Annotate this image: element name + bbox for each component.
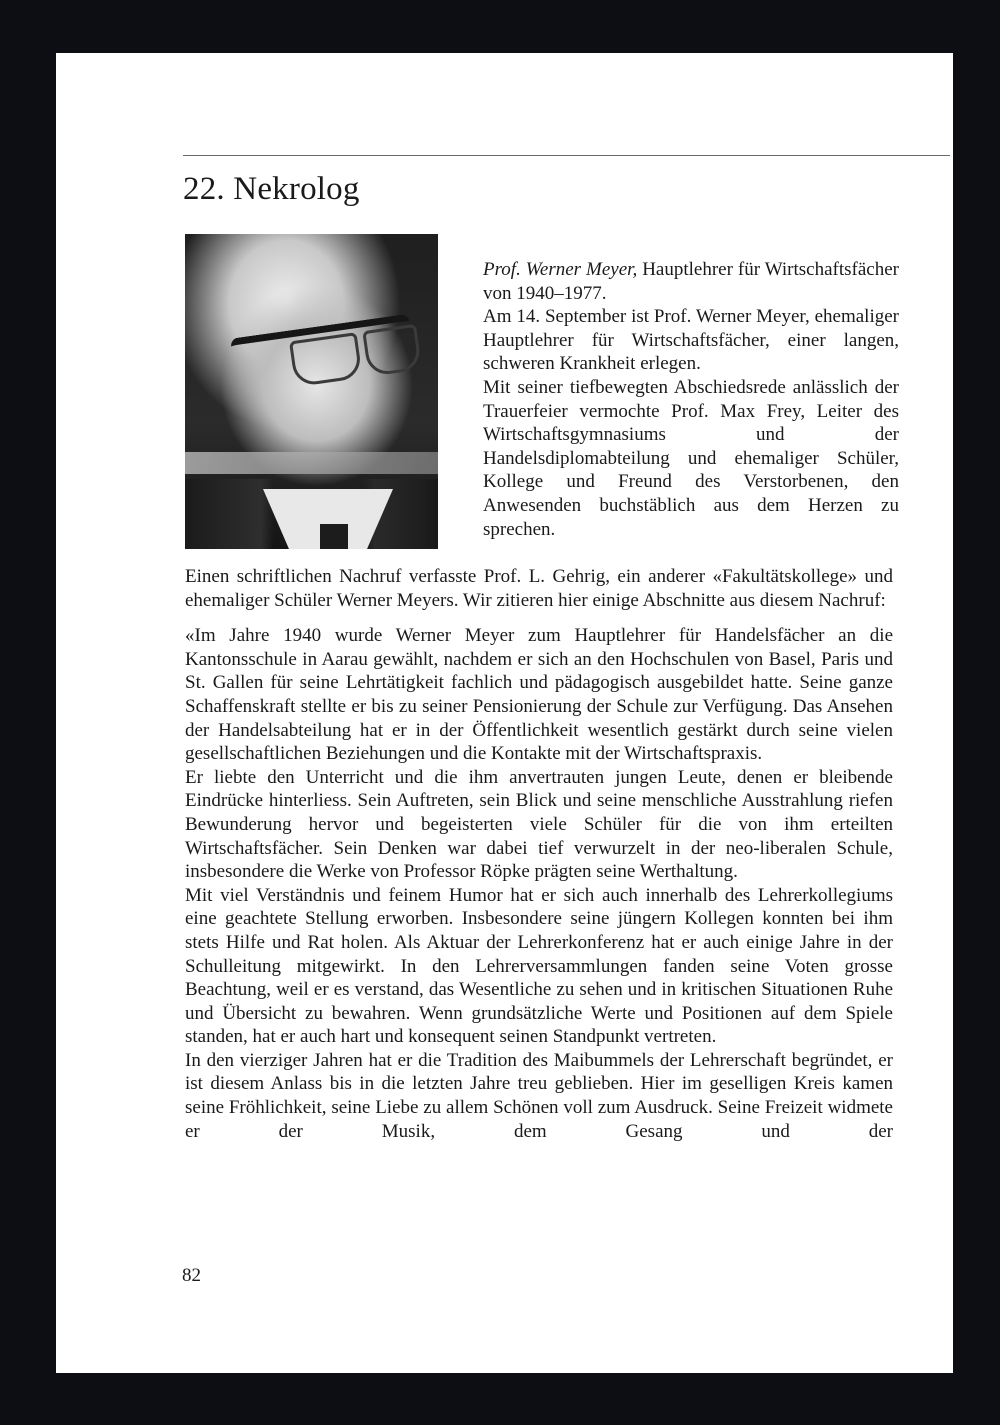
- portrait-photo: [185, 234, 438, 549]
- photo-tie: [320, 524, 348, 549]
- photo-background-band: [185, 452, 438, 474]
- death-notice: Am 14. September ist Prof. Werner Meyer, ehemaliger Hauptlehrer für Wirtschaftsfächer, einer langen, schweren Krankheit erlegen.: [483, 306, 899, 375]
- quote-paragraph: In den vierziger Jahren hat er die Tradition des Maibummels der Lehrerschaft begründet, er ist diesem Anlass bis in die letzten Jahre treu geblieben. Hier im geselligen Kreis kamen seine Fröhlichkeit, seine Liebe zu allem Schönen voll zum Ausdruck. Seine Freizeit widmete er der Musik, dem Gesang und der: [185, 1049, 893, 1142]
- document-page: [56, 53, 953, 1373]
- intro-heading: [483, 258, 899, 305]
- section-title: 22. Nekrolog: [183, 171, 360, 207]
- quote-paragraph: Mit viel Verständnis und feinem Humor hat er sich auch innerhalb des Lehrerkollegiums eine geachtete Stellung erworben. Insbesondere seine jüngern Kollegen konnten bei ihm stets Hilfe und Rat holen. Als Aktuar der Lehrerkonferenz hat er auch einige Jahre in der Schulleitung mitgewirkt. In den Lehrerversammlungen fanden seine Voten grosse Beachtung, weil er es verstand, das Wesentliche zu sehen und in kritischen Situationen Ruhe und Übersicht zu bewahren. Wenn grundsätzliche Werte und Positionen auf dem Spiele standen, hat er auch hart und konsequent seinen Standpunkt vertreten.: [185, 884, 893, 1048]
- quote-paragraph: «Im Jahre 1940 wurde Werner Meyer zum Hauptlehrer für Handelsfächer an die Kantonsschule in Aarau gewählt, nachdem er sich an den Hochschulen von Basel, Paris und St. Gallen für seine Lehrtätigkeit fachlich und pädagogisch ausgebildet hatte. Seine ganze Schaffenskraft stellte er bis zu seiner Pensionierung der Schule zur Verfügung. Das Ansehen der Handelsabteilung hat er in der Öffentlichkeit wesentlich gestärkt durch seine vielen gesellschaftlichen Beziehungen und die Kontakte mit der Wirtschaftspraxis.: [185, 625, 893, 765]
- deceased-name: Prof. Werner Meyer,: [483, 259, 638, 280]
- photo-glasses: [230, 314, 416, 394]
- quote-paragraph: Er liebte den Unterricht und die ihm anvertrauten jungen Leute, denen er bleibende Eindrücke hinterliess. Sein Auftreten, sein Blick und seine menschliche Ausstrahlung riefen Bewunderung hervor und begeisterten viele Schüler für die von ihm erteilten Wirtschaftsfächer. Sein Denken war dabei tief verwurzelt in der neo-liberalen Schule, insbesondere die Werke von Professor Röpke prägten seine Werthaltung.: [185, 766, 893, 883]
- header-rule: [183, 155, 950, 156]
- lead-in-paragraph: Einen schriftlichen Nachruf verfasste Prof. L. Gehrig, ein anderer «Fakultätskollege» und ehemaliger Schüler Werner Meyers. Wir zitieren hier einige Abschnitte aus diesem Nachruf:: [185, 566, 893, 611]
- deceased-role: Hauptlehrer für Wirtschaftsfächer von 1940–1977.: [483, 259, 899, 304]
- page-number: 82: [182, 1265, 201, 1286]
- body-text: [185, 565, 893, 1143]
- intro-text: [483, 258, 899, 541]
- farewell-paragraph: Mit seiner tiefbewegten Abschiedsrede anlässlich der Trauerfeier vermochte Prof. Max Frey, Leiter des Wirtschaftsgymnasiums und der Handelsdiplomabteilung und ehemaliger Schüler, Kollege und Freund des Verstorbenen, den Anwesenden buchstäblich aus dem Herzen zu sprechen.: [483, 376, 899, 540]
